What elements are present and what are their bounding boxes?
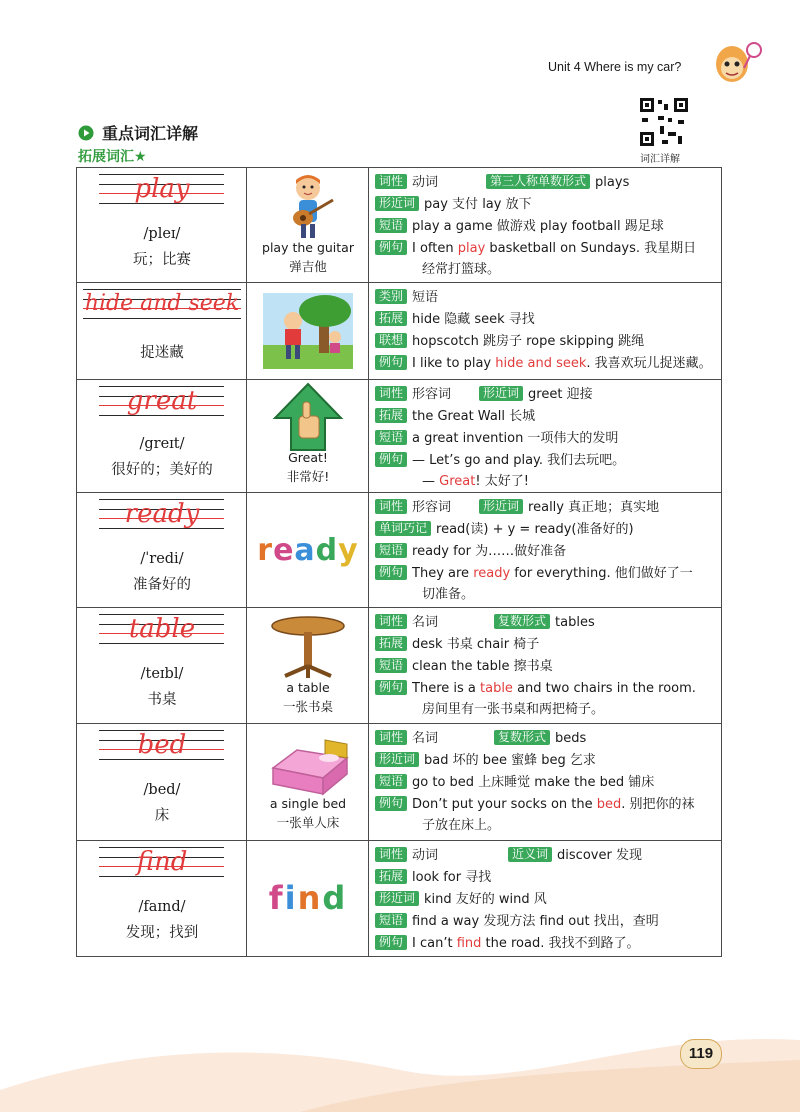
cartoon-letter: d [315,533,339,568]
info-text: the Great Wall 长城 [412,409,536,424]
info-text: a great invention 一项伟大的发明 [412,431,619,446]
info-text: plays [595,175,630,190]
tag-label: 形近词 [375,752,419,767]
info-text: the road. 我找不到路了。 [481,936,640,951]
caption-en: a single bed [269,796,347,811]
tag-label: 例句 [375,680,407,695]
info-text: go to bed 上床睡觉 make the bed 铺床 [412,775,655,790]
tag-label: 拓展 [375,408,407,423]
tag-label: 短语 [375,774,407,789]
cartoon-letter: f [268,879,285,917]
info-text: 短语 [412,290,439,305]
info-cell [369,168,721,282]
vocab-table [76,167,722,957]
meaning: 准备好的 [133,577,191,593]
highlight-word: ready [473,566,511,581]
info-cell [369,724,721,840]
tag-label: 词性 [375,614,407,629]
info-text: 形容词 [412,500,452,515]
tag-label: 复数形式 [494,730,550,745]
highlight-word: hide and seek [495,356,587,371]
info-cell [369,493,721,607]
section-title-text: 重点词汇详解 [102,124,199,143]
handwritten-word: ready [124,499,200,529]
tag-label: 形近词 [375,196,419,211]
info-text: 形容词 [412,387,452,402]
info-text: desk 书桌 chair 椅子 [412,637,540,652]
tag-label: 近义词 [508,847,552,862]
phonetic: /pleɪ/ [143,226,181,242]
vocab-row-great [77,380,721,493]
mascot-icon [712,40,764,86]
tag-label: 形近词 [375,891,419,906]
cartoon-letter: r [257,533,274,568]
caption-en: Great! [288,450,328,465]
info-text: really 真正地；真实地 [528,500,660,515]
tag-label: 例句 [375,935,407,950]
caption-zh: 一张书桌 [282,699,333,714]
tag-label: 词性 [375,386,407,401]
info-text: There is a [412,681,480,696]
tag-label: 联想 [375,333,407,348]
caption-en: a table [286,680,330,695]
info-text: I like to play [412,356,496,371]
info-text: look for 寻找 [412,870,492,885]
caption-en: play the guitar [262,240,354,255]
meaning: 很好的；美好的 [111,462,213,478]
page-number: 119 [680,1039,722,1069]
info-text: ready for 为……做好准备 [412,544,567,559]
tag-label: 例句 [375,355,407,370]
meaning: 捉迷藏 [140,345,184,361]
info-text: clean the table 擦书桌 [412,659,553,674]
info-text: and two chairs in the room. [512,681,696,696]
info-text: hide 隐藏 seek 寻找 [412,312,535,327]
tag-label: 短语 [375,913,407,928]
picture-cell [247,168,369,282]
highlight-word: find [456,936,482,951]
word-cell [77,283,247,379]
meaning: 玩；比赛 [133,252,191,268]
info-text: 动词 [412,175,439,190]
picture-cell [247,493,369,607]
word-cell [77,724,247,840]
picture-cell [247,724,369,840]
tag-label: 单词巧记 [375,521,431,536]
tag-label: 拓展 [375,311,407,326]
word-cell [77,493,247,607]
info-cell [369,380,721,492]
play-circle-icon [78,125,94,141]
tag-label: 短语 [375,430,407,445]
qr-code[interactable] [638,96,690,148]
cartoon-letter: n [297,879,323,917]
tag-label: 类别 [375,289,407,304]
vocab-row-play [77,168,721,283]
info-text: — Let’s go and play. 我们去玩吧。 [412,453,626,468]
tag-label: 词性 [375,499,407,514]
highlight-word: table [480,681,513,696]
meaning: 书桌 [147,692,177,708]
info-cell [369,608,721,723]
info-text: 子放在床上。 [422,818,501,833]
tag-label: 第三人称单数形式 [486,174,590,189]
info-text: 房间里有一张书桌和两把椅子。 [422,702,605,717]
vocab-row-hide-and-seek [77,283,721,380]
tag-label: 拓展 [375,869,407,884]
cartoon-letter: e [273,533,295,568]
vocab-row-table [77,608,721,724]
word-cell [77,608,247,723]
meaning: 床 [154,808,170,824]
qr-label: 词汇详解 [640,154,680,165]
phonetic: /bed/ [143,782,181,798]
word-cell [77,168,247,282]
tag-label: 短语 [375,543,407,558]
word-cell [77,380,247,492]
info-text: ! 太好了! [475,474,529,489]
info-cell [369,283,721,379]
tag-label: 例句 [375,452,407,467]
caption-zh: 一张单人床 [276,815,340,830]
meaning: 发现；找到 [125,925,199,941]
tag-label: 词性 [375,174,407,189]
info-cell [369,841,721,956]
phonetic: /faɪnd/ [138,899,186,915]
info-text: for everything. 他们做好了一 [510,566,693,581]
phonetic: /teɪbl/ [140,666,184,682]
info-text: read(读) + y = ready(准备好的) [436,522,634,537]
picture-cell [247,608,369,723]
info-text: tables [555,615,595,630]
phonetic: /greɪt/ [139,436,185,452]
info-text: I often [412,241,458,256]
info-text: I can’t [412,936,457,951]
info-text: greet 迎接 [528,387,593,402]
tag-label: 复数形式 [494,614,550,629]
unit-header: Unit 4 Where is my car? [548,60,682,74]
handwritten-word: great [126,386,198,416]
picture-cell [247,380,369,492]
picture-cell [247,841,369,956]
cartoon-letter: i [284,879,298,917]
ready-cartoon-letters [257,533,359,568]
info-text: — [422,474,440,489]
info-text: They are [412,566,474,581]
tag-label: 例句 [375,565,407,580]
table-image [263,612,353,682]
tag-label: 形近词 [479,499,523,514]
info-text: Don’t put your socks on the [412,797,597,812]
info-text: 名词 [412,731,439,746]
handwritten-word: find [136,847,188,877]
bed-image [263,728,353,798]
info-text: 名词 [412,615,439,630]
highlight-word: play [457,241,486,256]
info-text: pay 支付 lay 放下 [424,197,532,212]
tag-label: 短语 [375,658,407,673]
highlight-word: bed [596,797,622,812]
phonetic: /ˈredi/ [140,551,184,567]
decorative-wave [0,1010,800,1112]
highlight-word: Great [439,474,476,489]
info-text: basketball on Sundays. 我星期日 [485,241,697,256]
vocab-row-find [77,841,721,956]
info-text: 经常打篮球。 [422,262,501,277]
info-text: . 别把你的袜 [621,797,695,812]
info-text: 动词 [412,848,439,863]
subtitle: 拓展词汇★ [78,149,147,165]
word-cell [77,841,247,956]
tag-label: 例句 [375,796,407,811]
handwritten-word: bed [137,730,187,760]
handwritten-word: hide and seek [84,291,240,316]
thumbs-up-image [263,382,353,452]
tag-label: 拓展 [375,636,407,651]
info-text: bad 坏的 bee 蜜蜂 beg 乞求 [424,753,596,768]
find-cartoon-letters [257,879,359,917]
tag-label: 词性 [375,730,407,745]
tag-label: 短语 [375,218,407,233]
boy-guitar-image [263,172,353,242]
cartoon-letter: y [338,533,359,568]
info-text: discover 发现 [557,848,642,863]
caption-zh: 非常好! [286,469,330,484]
info-text: find a way 发现方法 find out 找出，查明 [412,914,659,929]
tag-label: 例句 [375,240,407,255]
vocab-row-ready [77,493,721,608]
vocab-row-bed [77,724,721,841]
info-text: play a game 做游戏 play football 踢足球 [412,219,664,234]
info-text: . 我喜欢玩儿捉迷藏。 [586,356,712,371]
handwritten-word: play [134,174,190,204]
tag-label: 词性 [375,847,407,862]
info-text: hopscotch 跳房子 rope skipping 跳绳 [412,334,645,349]
tag-label: 形近词 [479,386,523,401]
kids-hide-seek-image [263,293,353,369]
info-text: 切准备。 [422,587,475,602]
cartoon-letter: d [322,879,348,917]
caption-zh: 弹吉他 [289,259,327,274]
info-text: kind 友好的 wind 风 [424,892,547,907]
info-text: beds [555,731,587,746]
section-title [78,121,198,144]
handwritten-word: table [128,614,196,644]
picture-cell [247,283,369,379]
cartoon-letter: a [294,533,316,568]
